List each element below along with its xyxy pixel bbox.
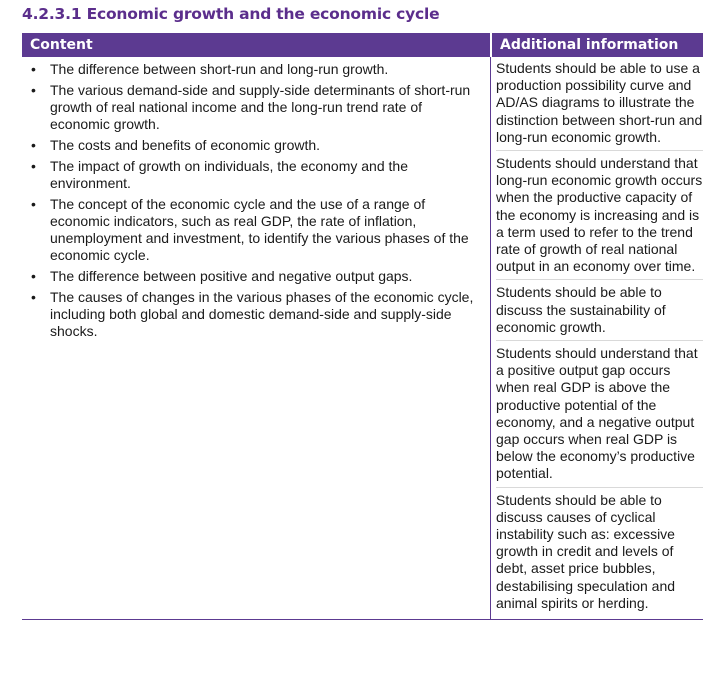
list-item-text: The costs and benefits of economic growth. [50, 137, 321, 153]
table-body-row [22, 57, 703, 620]
list-item-text: The impact of growth on individuals, the economy and the environment. [50, 157, 408, 191]
additional-information-cell [490, 57, 703, 619]
bullet-icon: • [31, 268, 36, 285]
list-item-text: The various demand-side and supply-side determinants of short-run growth of real national income and the long-run trend rate of economic growth. [50, 81, 471, 133]
list-item-text: The concept of the economic cycle and the use of a range of economic indicators, such as real GDP, the rate of inflation, unemployment and investment, to identify the various phases of the economic cycle. [50, 195, 469, 264]
bullet-icon: • [31, 81, 36, 98]
bullet-icon: • [31, 289, 36, 305]
list-item [28, 268, 484, 285]
list-item-text: The causes of changes in the various phases of the economic cycle, including both global and domestic demand-side and supply-side shocks. [50, 289, 474, 340]
section-title: 4.2.3.1 Economic growth and the economic cycle [22, 5, 440, 23]
list-item-text: The difference between positive and negative output gaps. [50, 268, 413, 285]
bullet-icon: • [31, 61, 36, 77]
list-item [28, 137, 484, 154]
list-item [28, 289, 484, 341]
info-paragraph: Students should understand that long-run economic growth occurs when the productive capacity of the economy is increasing and is a term used to refer to the trend rate of growth of real national output in an economy over time. [496, 155, 703, 280]
content-column-header: Content [30, 37, 93, 53]
table-header-row [22, 33, 703, 57]
content-cell [22, 57, 490, 619]
bullet-icon: • [31, 195, 36, 212]
content-bullet-list [28, 61, 484, 341]
bullet-icon: • [31, 157, 36, 174]
list-item [28, 61, 484, 78]
list-item [28, 82, 484, 134]
bullet-icon: • [31, 137, 36, 153]
additional-information-column-header: Additional information [490, 33, 703, 57]
info-paragraph: Students should be able to use a production possibility curve and AD/AS diagrams to illustrate the distinction between short-run and long-run economic growth. [496, 60, 703, 151]
list-item-text: The difference between short-run and long-run growth. [50, 61, 389, 77]
list-item [28, 158, 484, 192]
info-paragraph: Students should be able to discuss causes of cyclical instability such as: excessive growth in credit and levels of debt, asset price bubbles, destabilising speculation and animal spirits or herding. [496, 491, 676, 611]
info-paragraph: Students should understand that a positive output gap occurs when real GDP is above the productive potential of the economy, and a negative output gap occurs when real GDP is below the economy’s productive potential. [496, 345, 703, 488]
info-paragraph: Students should be able to discuss the sustainability of economic growth. [496, 284, 703, 341]
specification-table [22, 33, 703, 620]
list-item [28, 196, 484, 265]
